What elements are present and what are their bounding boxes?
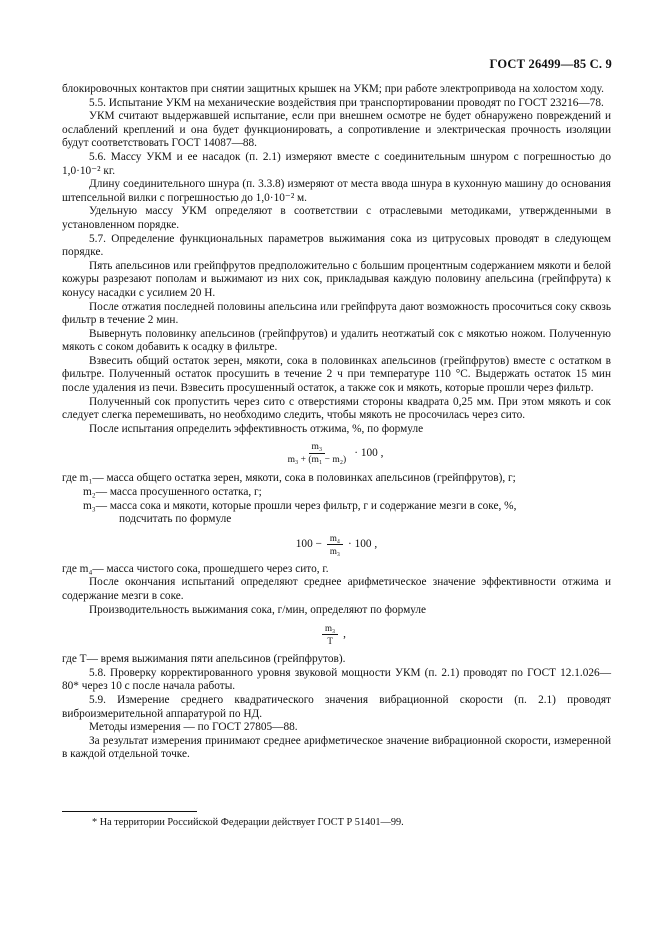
- paragraph: Удельную массу УКМ определяют в соответствии с отраслевыми методиками, утвержденными в установленном порядке.: [62, 205, 611, 231]
- definition-row: [62, 472, 611, 486]
- definition-text: — время выжимания пяти апельсинов (грейпфрутов).: [86, 653, 346, 666]
- definition-symbol: m₃: [83, 499, 96, 512]
- fraction-numerator: m₃: [309, 442, 326, 454]
- definition-symbol: где m₁: [62, 472, 93, 485]
- paragraph: Вывернуть половинку апельсинов (грейпфрутов) и удалить неотжатый сок с мякотью ножом. Полученную мякоть с соком добавить к осадку в фильтре.: [62, 327, 611, 354]
- paragraph: блокировочных контактов при снятии защитных крышек на УКМ; при работе электропривода на холостом ходу.: [62, 83, 604, 95]
- paragraph: Пять апельсинов или грейпфрутов предположительно с большим процентным содержанием мякоти и белой кожуры разрезают пополам и выжимают из них сок, прикладывая каждую половину апельсина (грейпфрута) к конусу насадки с усилием 20 Н.: [62, 259, 611, 299]
- section-5-9: 5.9. Измерение среднего квадратического значения вибрационной скорости (п. 2.1) проводят виброизмерительной аппаратурой по НД.: [62, 693, 611, 720]
- fraction: [327, 533, 343, 556]
- paragraph: Длину соединительного шнура (п. 3.3.8) измеряют от места ввода шнура в кухонную машину до основания штепсельной вилки с погрешностью до 1,0·10⁻² м.: [62, 178, 611, 204]
- fraction-denominator: T: [327, 636, 333, 647]
- fraction-numerator: m₃: [322, 623, 338, 635]
- fraction-denominator: m₃: [329, 545, 341, 556]
- section-5-7: 5.7. Определение функциональных параметров выжимания сока из цитрусовых проводят в следующем порядке.: [62, 232, 611, 259]
- definition-text: — масса просушенного остатка, г;: [95, 486, 262, 499]
- definition-row: [62, 653, 611, 667]
- definition-continuation: [62, 513, 611, 527]
- formula-tail: · 100 ,: [354, 447, 384, 460]
- paragraph: За результат измерения принимают среднее арифметическое значение вибрационной скорости, измеренной в каждой отдельной точке.: [62, 734, 611, 761]
- definition-text: — масса общего остатка зерен, мякоти, сока в половинках апельсинов (грейпфрутов), г;: [92, 472, 516, 485]
- definition-row: [62, 486, 611, 500]
- definition-symbol: где m₄: [62, 562, 93, 575]
- page-body: [62, 83, 611, 762]
- paragraph: Производительность выжимания сока, г/мин, определяют по формуле: [89, 603, 427, 616]
- paragraph: Методы измерения — по ГОСТ 27805—88.: [89, 721, 298, 734]
- definition-text: — масса чистого сока, прошедшего через сито, г.: [92, 562, 329, 575]
- definition-symbol: m₂: [83, 486, 96, 499]
- formula-tail: · 100 ,: [348, 537, 378, 550]
- definition-text: подсчитать по формуле: [119, 513, 232, 526]
- section-5-6: 5.6. Массу УКМ и ее насадок (п. 2.1) измеряют вместе с соединительным шнуром с погрешностью до 1,0·10⁻² кг.: [62, 150, 611, 177]
- definitions-1: [62, 472, 611, 526]
- formula-productivity: [62, 623, 611, 646]
- definition-row: [62, 500, 611, 514]
- page-header: ГОСТ 26499—85 С. 9: [489, 57, 612, 71]
- formula-efficiency: [62, 442, 611, 465]
- paragraph: УКМ считают выдержавшей испытание, если при внешнем осмотре не будет обнаружено повреждений и ослаблений креплений и она будет функционировать, а сопротивление и электрическая прочность изоляции будут соответствовать ГОСТ 14087—88.: [62, 110, 611, 150]
- formula-tail: ,: [343, 627, 346, 640]
- paragraph: После испытания определить эффективность отжима, %, по формуле: [89, 422, 424, 435]
- fraction-denominator: m₃ + (m₁ − m₂): [287, 455, 347, 466]
- definition-text: — масса сока и мякоти, которые прошли через фильтр, г и содержание мезги в соке, %,: [95, 499, 517, 512]
- section-5-5: 5.5. Испытание УКМ на механические воздействия при транспортировании проводят по ГОСТ 23216—78.: [89, 96, 604, 109]
- section-5-8: 5.8. Проверку корректированного уровня звуковой мощности УКМ (п. 2.1) проводят по ГОСТ 12.1.026—80* через 10 с после начала работы.: [62, 666, 611, 693]
- formula-lead: 100 −: [295, 537, 322, 550]
- paragraph: После окончания испытаний определяют среднее арифметическое значение эффективности отжима и содержание мезги в соке.: [62, 576, 611, 602]
- definition-row: [62, 563, 611, 577]
- paragraph: Полученный сок пропустить через сито с отверстиями стороны квадрата 0,25 мм. При этом мякоть и сок следует слегка перемешивать, но необходимо следить, чтобы мякоть не просочилась через сито.: [62, 395, 611, 422]
- footnote-divider: [62, 811, 197, 812]
- footnote: * На территории Российской Федерации действует ГОСТ Р 51401—99.: [92, 817, 404, 828]
- definition-symbol: где T: [62, 653, 87, 666]
- fraction-numerator: m₄: [327, 533, 343, 545]
- formula-pulp-content: [62, 533, 611, 556]
- paragraph: Взвесить общий остаток зерен, мякоти, сока в половинках апельсинов (грейпфрутов) вместе с остатком в фильтре. Полученный остаток просушить в течение 2 ч при температуре 110 °С. Выдержать остаток 15 мин после удаления из печи. Взвесить просушенный остаток, а также сок и мякоть, которые прошли через фильтр.: [62, 354, 611, 395]
- fraction: [285, 442, 350, 465]
- fraction: [322, 623, 338, 646]
- paragraph: После отжатия последней половины апельсина или грейпфрута дают возможность просочиться соку сквозь фильтр в течение 2 мин.: [62, 300, 611, 327]
